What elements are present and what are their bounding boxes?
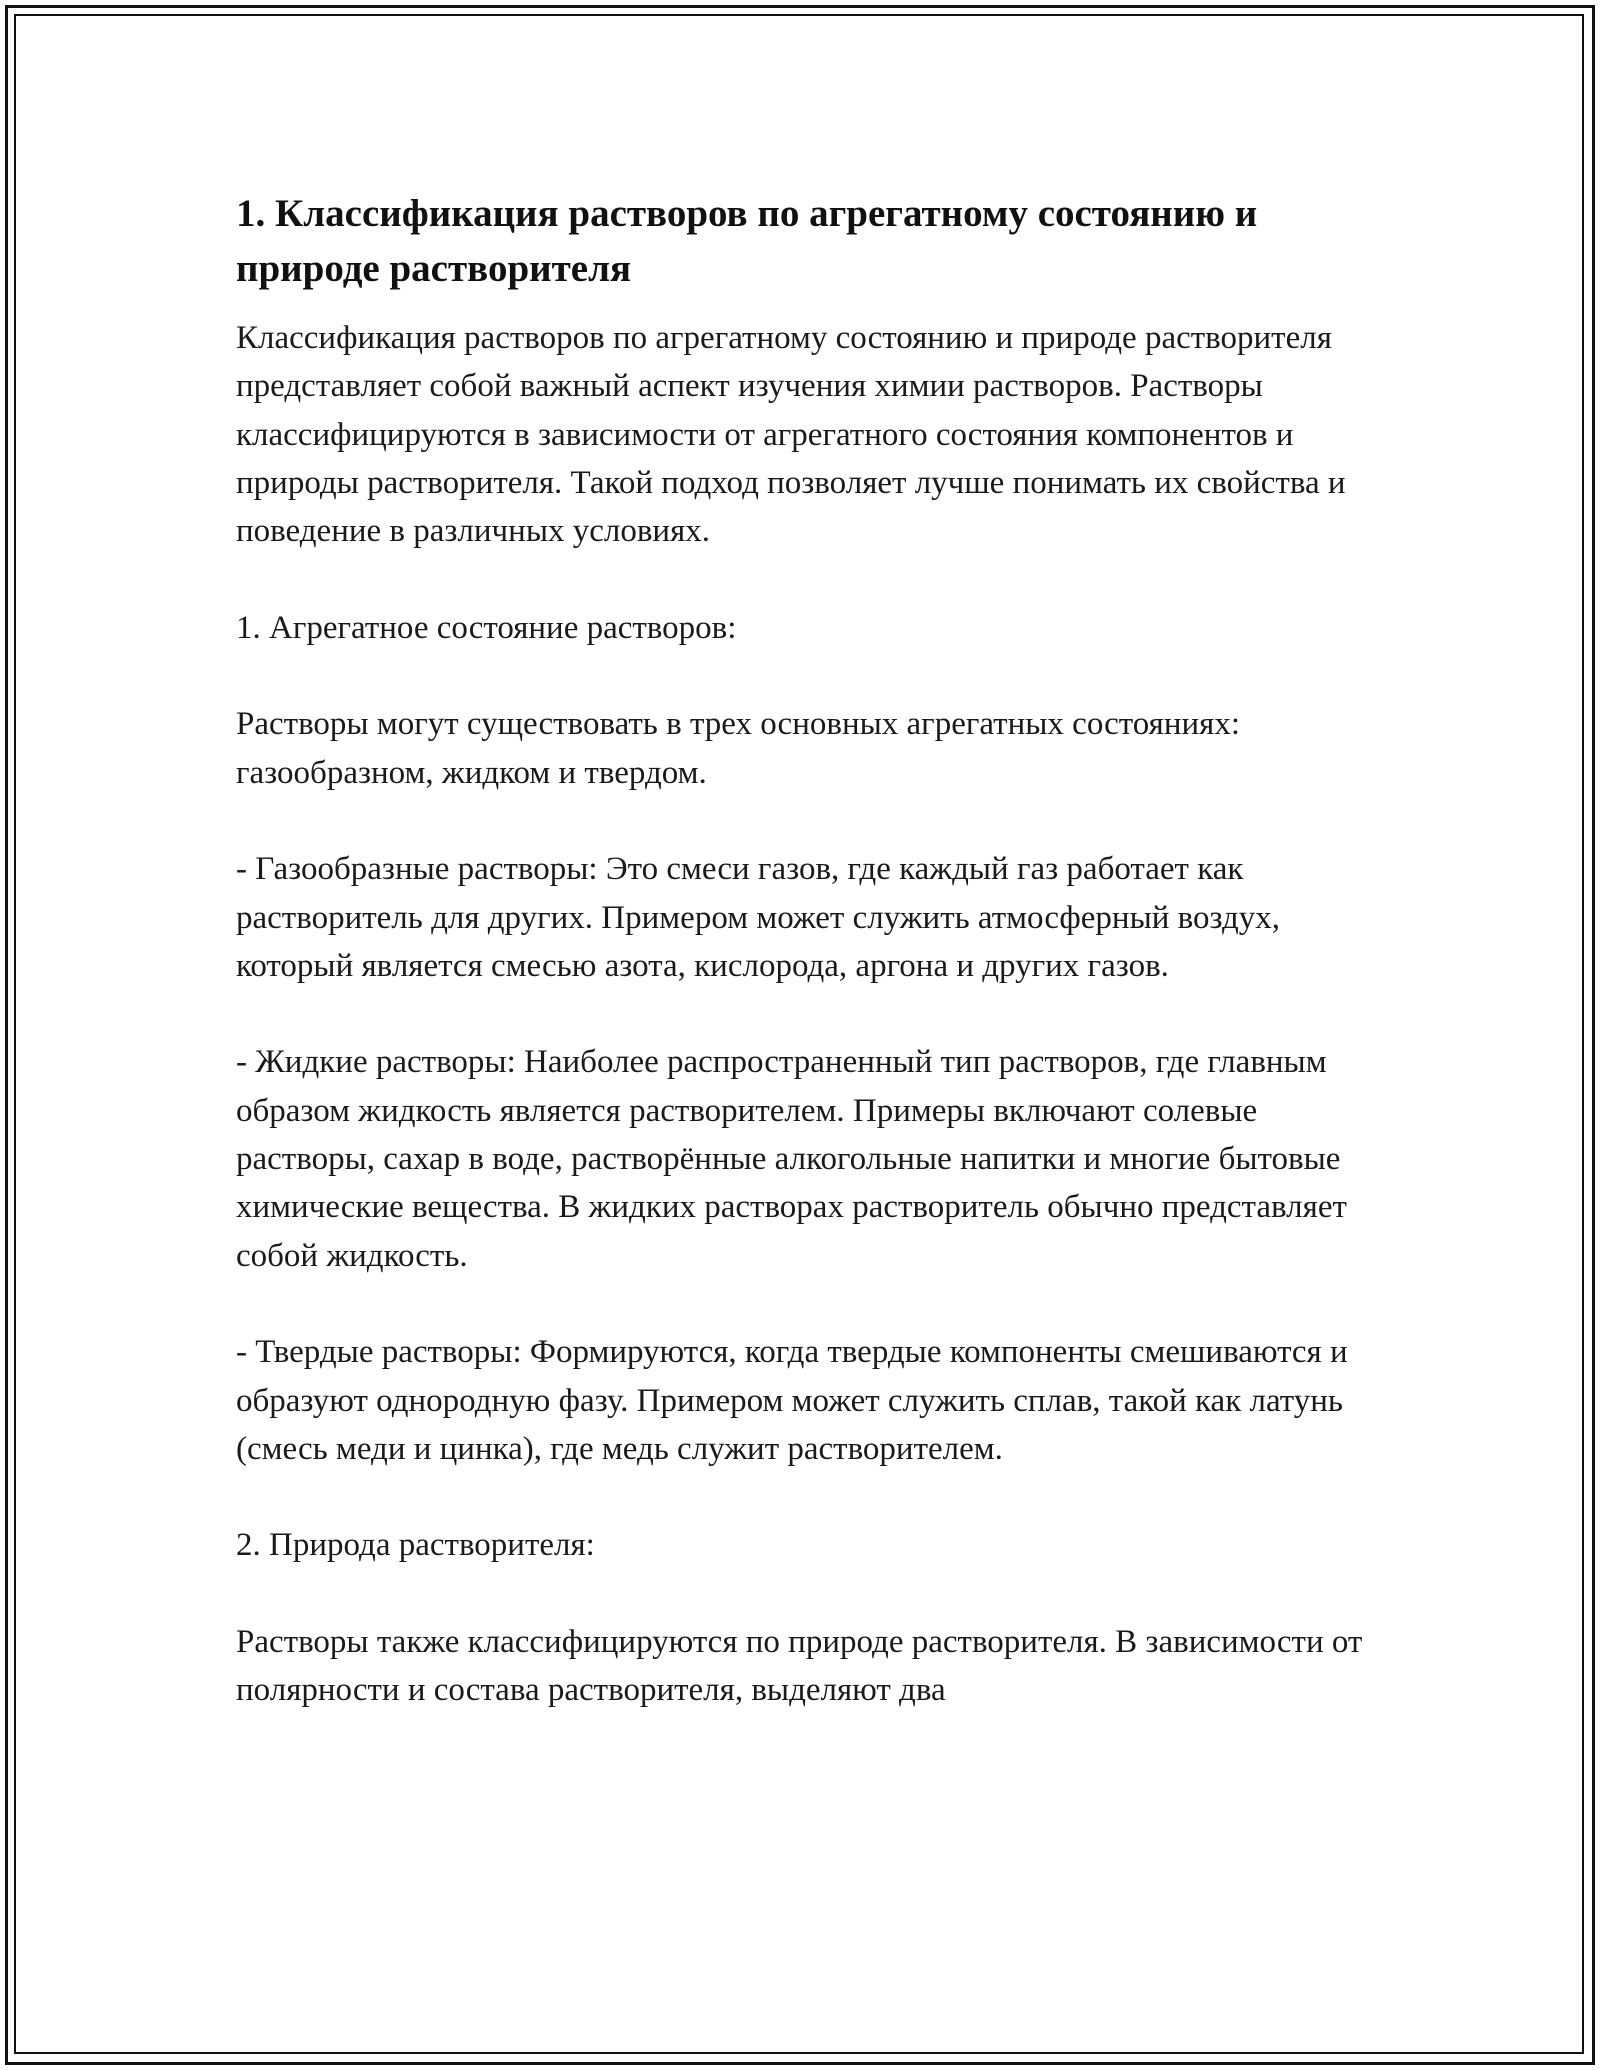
section-heading: 1. Классификация растворов по агрегатному состоянию и природе растворителя bbox=[236, 192, 1258, 290]
subheading-solvent-nature: 2. Природа растворителя: bbox=[236, 1527, 595, 1564]
document-body bbox=[236, 186, 1376, 1715]
subheading-aggregate-state: 1. Агрегатное состояние растворов: bbox=[236, 609, 737, 646]
solid-solutions-paragraph: - Твердые растворы: Формируются, когда твердые компоненты смешиваются и образуют однородную фазу. Примером может служить сплав, такой как латунь (смесь меди и цинка), где медь служит растворителем. bbox=[236, 1334, 1348, 1467]
aggregate-states-paragraph: Растворы могут существовать в трех основных агрегатных состояниях: газообразном, жидком и твердом. bbox=[236, 706, 1241, 791]
solvent-nature-paragraph: Растворы также классифицируются по природе растворителя. В зависимости от полярности и состава растворителя, выделяют два bbox=[236, 1624, 1363, 1709]
liquid-solutions-paragraph: - Жидкие растворы: Наиболее распространенный тип растворов, где главным образом жидкость является растворителем. Примеры включают солевые растворы, сахар в воде, растворённые алкогольные напитки и многие бытовые химические вещества. В жидких растворах растворитель обычно представляет собой жидкость. bbox=[236, 1044, 1347, 1274]
intro-paragraph: Классификация растворов по агрегатному состоянию и природе растворителя представляет собой важный аспект изучения химии растворов. Растворы классифицируются в зависимости от агрегатного состояния компонентов и природы растворителя. Такой подход позволяет лучше понимать их свойства и поведение в различных условиях. bbox=[236, 320, 1346, 550]
gaseous-solutions-paragraph: - Газообразные растворы: Это смеси газов, где каждый газ работает как растворитель для других. Примером может служить атмосферный воздух, который является смесью азота, кислорода, аргона и других газов. bbox=[236, 851, 1281, 984]
